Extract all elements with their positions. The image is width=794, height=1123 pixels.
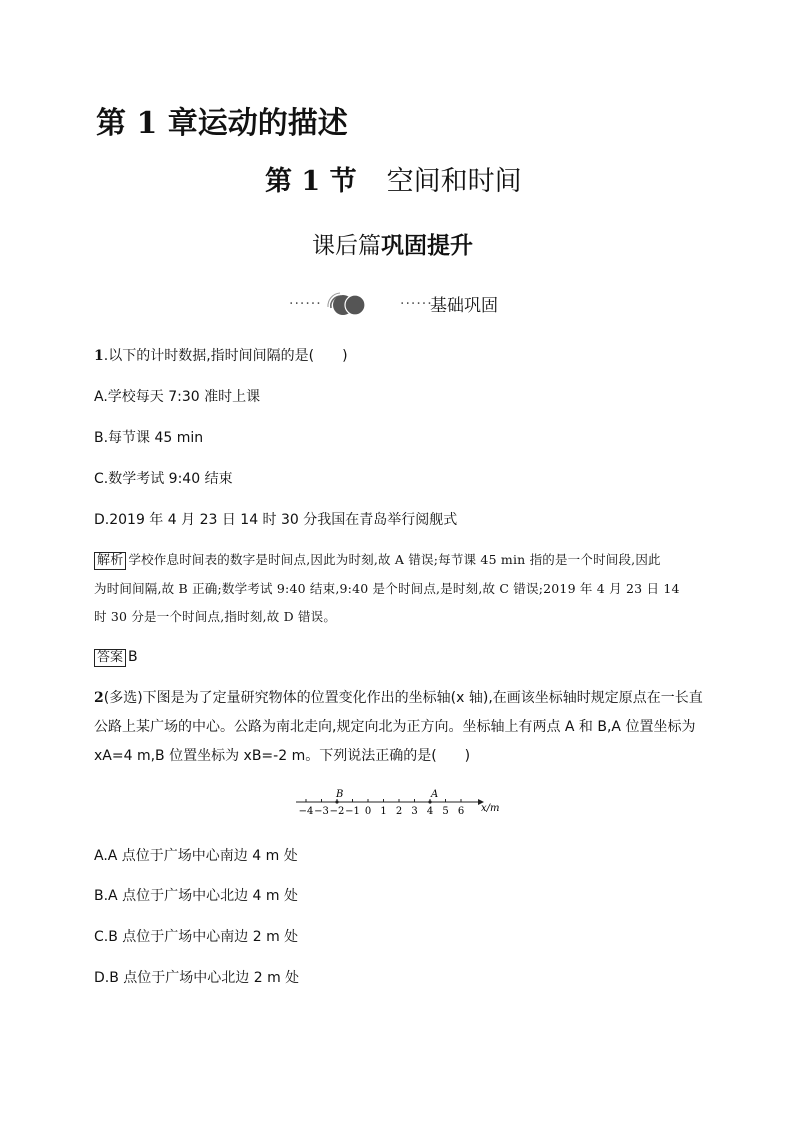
explanation-line-2: 为时间间隔,故 B 正确;数学考试 9:40 结束,9:40 是个时间点,是时刻,故 C 错误;2019 年 4 月 23 日 14 bbox=[94, 581, 680, 596]
axis-tick-label: 4 bbox=[426, 806, 434, 817]
section-heading bbox=[265, 164, 522, 200]
axis-tick-label: −2 bbox=[329, 806, 345, 817]
axis-point-a-dot bbox=[428, 800, 431, 803]
section-title: 空间和时间 bbox=[386, 166, 522, 197]
q1-option-d: D.2019 年 4 月 23 日 14 时 30 分我国在青岛举行阅舰式 bbox=[94, 512, 458, 528]
subheading-bold: 巩固提升 bbox=[381, 233, 473, 259]
explanation-line-3: 时 30 分是一个时间点,指时刻,故 D 错误。 bbox=[94, 609, 337, 624]
answer-tag: 答案 bbox=[94, 649, 126, 667]
answer-value: B bbox=[128, 649, 138, 665]
q2-option-b: B.A 点位于广场中心北边 4 m 处 bbox=[94, 888, 298, 904]
axis-point-a: A bbox=[431, 789, 439, 800]
answer-line bbox=[94, 647, 138, 667]
axis-tick-label: −4 bbox=[298, 806, 314, 817]
q2-option-a: A.A 点位于广场中心南边 4 m 处 bbox=[94, 848, 298, 864]
q1-option-a: A.学校每天 7:30 准时上课 bbox=[94, 389, 261, 405]
question-2-line-2: 公路上某广场的中心。公路为南北走向,规定向北为正方向。坐标轴上有两点 A 和 B,A 位置坐标为 bbox=[94, 719, 696, 735]
axis-tick-label: −1 bbox=[345, 806, 360, 817]
explanation-line-1: 解析 学校作息时间表的数字是时间点,因此为时刻,故 A 错误;每节课 45 min 指的是一个时间段,因此 bbox=[94, 551, 661, 570]
subheading-normal: 课后篇 bbox=[312, 233, 381, 259]
question-number: 2 bbox=[94, 690, 104, 706]
level-label: 基础巩固 bbox=[430, 296, 498, 316]
axis-unit-label: x/m bbox=[481, 803, 500, 814]
q1-option-c: C.数学考试 9:40 结束 bbox=[94, 471, 233, 487]
level-circles-icon bbox=[326, 291, 370, 317]
coordinate-axis-figure bbox=[290, 786, 510, 818]
question-2-line-1: 2(多选)下图是为了定量研究物体的位置变化作出的坐标轴(x 轴),在画该坐标轴时规定原点在一长直 bbox=[94, 690, 703, 706]
axis-tick-label: 2 bbox=[395, 806, 403, 817]
axis-tick-label: 3 bbox=[411, 806, 418, 817]
axis-tick-label: −3 bbox=[314, 806, 329, 817]
level-dots-left: ······ bbox=[289, 296, 322, 312]
axis-tick-label: 5 bbox=[442, 806, 449, 817]
axis-tick-label: 0 bbox=[364, 806, 372, 817]
chapter-title: 第 1 章运动的描述 bbox=[96, 106, 348, 141]
q2-option-c: C.B 点位于广场中心南边 2 m 处 bbox=[94, 929, 299, 945]
axis-tick-label: 6 bbox=[457, 806, 465, 817]
subheading bbox=[312, 230, 473, 262]
level-dots-right: ······ bbox=[400, 296, 433, 312]
q2-option-d: D.B 点位于广场中心北边 2 m 处 bbox=[94, 970, 300, 986]
axis-point-b: B bbox=[336, 789, 344, 800]
section-number: 第 1 节 bbox=[265, 166, 357, 197]
axis-point-b-dot bbox=[335, 800, 338, 803]
question-number: 1 bbox=[94, 348, 104, 364]
question-1 bbox=[94, 346, 348, 366]
question-2-line-3: xA=4 m,B 位置坐标为 xB=-2 m。下列说法正确的是( ) bbox=[94, 748, 471, 764]
explanation-tag: 解析 bbox=[94, 552, 126, 570]
axis-tick-label: 1 bbox=[380, 806, 387, 817]
question-text: .以下的计时数据,指时间间隔的是( ) bbox=[103, 348, 348, 364]
q1-option-b: B.每节课 45 min bbox=[94, 430, 204, 446]
